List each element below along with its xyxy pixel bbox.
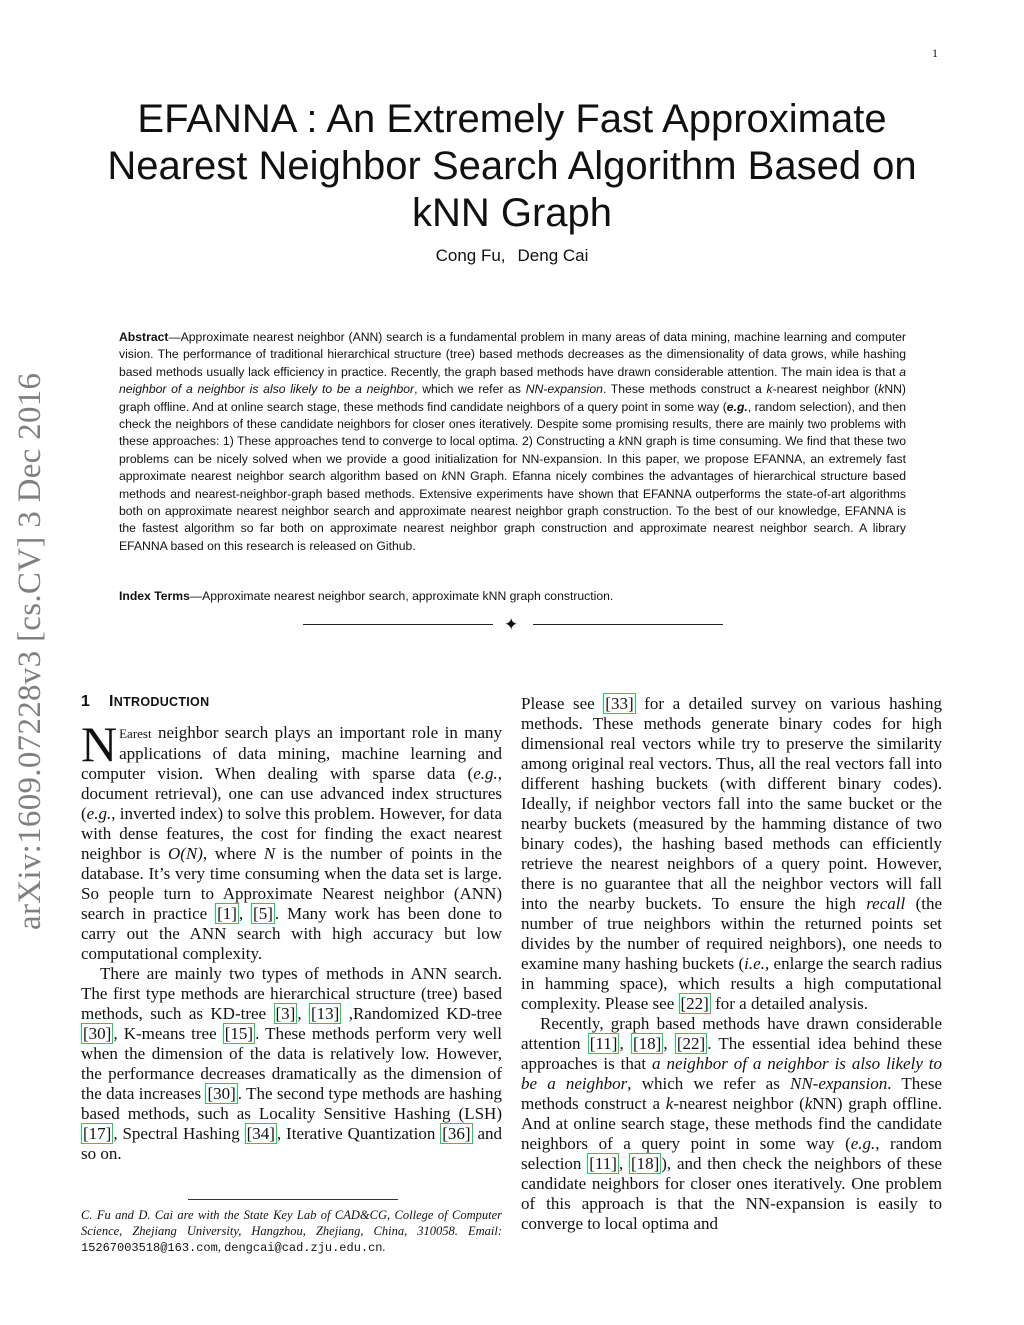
section-divider xyxy=(303,615,723,635)
citation-link[interactable]: [30] xyxy=(207,1084,236,1103)
paragraph-text: , document retrieval), one can use advanced index structures ( xyxy=(81,764,502,823)
citation-link[interactable]: [17] xyxy=(83,1124,112,1143)
page-number: 1 xyxy=(932,46,938,60)
paper-title: EFANNA : An Extremely Fast Approximate Nearest Neighbor Search Algorithm Based on kNN Graph xyxy=(107,97,917,235)
citation-link[interactable]: [33] xyxy=(605,694,634,713)
drop-cap: N xyxy=(81,716,118,772)
section-number: 1 xyxy=(81,693,91,710)
paragraph-text: ), and then check the neighbors of these candidate neighbors for closer ones iteratively. One problem of this approach is that the NN-expansion is easily to converge to local optima and xyxy=(521,1154,942,1233)
author-list xyxy=(80,246,944,266)
index-terms-dash: — xyxy=(189,589,203,603)
paragraph-text: , Spectral Hashing xyxy=(113,1124,245,1143)
paragraph xyxy=(521,1014,942,1234)
paragraph-text: , enlarge the search radius in hamming space), which results a high computational complexity. Please see xyxy=(521,954,942,1013)
email-link[interactable]: 15267003518@163.com xyxy=(81,1241,218,1255)
paragraph-text: , K-means tree xyxy=(113,1024,223,1043)
paragraph-text: , Iterative Quantization xyxy=(276,1124,441,1143)
author-name: Deng Cai xyxy=(517,246,589,265)
abstract-text: NN) graph offline. And at online search stage, these methods find candidate neighbors of a query point in some way ( xyxy=(119,382,906,414)
citation-link[interactable]: [34] xyxy=(246,1124,275,1143)
paragraph-text: , xyxy=(297,1004,309,1023)
paragraph-text: -nearest neighbor ( xyxy=(673,1094,805,1113)
footnote-text: C. Fu and D. Cai are with the State Key Lab of CAD&CG, College of Computer Science, Zhejiang University, Hangzhou, Zhejiang, China, 310058. Email: xyxy=(81,1208,502,1238)
paragraph-text: . These methods perform very well when the dimension of the data is relatively low. However, the performance decreases dramatically as the dimension of the data increases xyxy=(81,1024,502,1103)
paragraph-text: . The essential idea behind these approaches is that xyxy=(521,1034,943,1073)
paragraph-text: . The second type methods are hashing based methods, such as Locality Sensitive Hashing (LSH) xyxy=(81,1084,502,1123)
emphasis: e.g. xyxy=(86,804,112,823)
math-k: k xyxy=(618,434,625,449)
emphasis: i.e. xyxy=(744,954,765,973)
math-k: k xyxy=(804,1094,813,1113)
math: N xyxy=(263,844,276,863)
abstract-text: NN Graph. Efanna nicely combines the advantages of hierarchical structure based methods and nearest-neighbor-graph based methods. Extensive experiments have shown that EFANNA outperforms the state-of-art algorithms both on approximate nearest neighbor search and approximate nearest neighbor graph construction. To the best of our knowledge, EFANNA is the fastest algorithm so far both on approximate nearest neighbor graph construction and approximate nearest neighbor search. A library EFANNA based on this research is released on Github. xyxy=(119,469,907,553)
abstract-emphasis: a neighbor of a neighbor is also likely to be a neighbor xyxy=(119,364,906,397)
index-terms-text: Approximate nearest neighbor search, approximate kNN graph construction. xyxy=(202,589,614,603)
abstract-text: -nearest neighbor ( xyxy=(772,382,879,397)
section-heading xyxy=(81,692,502,712)
paragraph-text: for a detailed analysis. xyxy=(710,994,869,1013)
footnote-rule xyxy=(188,1199,398,1200)
paragraph-text: . Many work has been done to carry out the ANN search with high accuracy but low computational complexity. xyxy=(81,904,502,963)
math-k: k xyxy=(441,469,448,484)
abstract-text: . These methods construct a xyxy=(602,382,767,397)
abstract-text: Approximate nearest neighbor (ANN) search is a fundamental problem in many areas of data mining, machine learning and computer vision. The performance of traditional hierarchical structure (tree) based methods decreases as the dimensionality of data grows, while hashing based methods usually lack efficiency in practice. Recently, the graph based methods have drawn considerable attention. The main idea is that xyxy=(119,330,906,379)
paragraph-text: , inverted index) to solve this problem. However, for data with dense features, the cost for finding the exact nearest neighbor is xyxy=(81,804,502,863)
paragraph-text: neighbor search plays an important role in many applications of data mining, machine learning and computer vision. When dealing with sparse data ( xyxy=(81,723,502,783)
paragraph-text: There are mainly two types of methods in ANN search. The first type methods are hierarchical structure (tree) based methods, such as KD-tree xyxy=(81,964,502,1023)
citation-link[interactable]: [22] xyxy=(676,1034,706,1053)
paragraph-text: (the number of true neighbors within the returned points set divides by the number of required neighbors), one needs to examine many hashing buckets ( xyxy=(521,894,942,973)
paragraph-text: , xyxy=(663,1034,675,1053)
paragraph-text: for a detailed survey on various hashing methods. These methods generate binary codes for high dimensional real vectors while try to preserve the similarity among original real vectors. Thus, all the real vectors fall into different hashing buckets (with different binary codes). Ideally, if neighbor vectors fall into the same bucket or the nearby buckets (measured by the hamming distance of two binary codes), the hashing based methods can efficiently retrieve the nearest neighbors of a query point. However, there is no guarantee that all the neighbor vectors will fall into the nearby buckets. To ensure the high xyxy=(521,694,942,913)
abstract-emphasis: NN-expansion xyxy=(525,382,603,397)
citation-link[interactable]: [13] xyxy=(310,1004,340,1023)
footnote-text: , xyxy=(217,1240,225,1254)
paragraph xyxy=(81,716,502,964)
paragraph-text: , xyxy=(619,1034,631,1053)
paragraph-text: , xyxy=(618,1154,629,1173)
emphasis: NN-expansion xyxy=(790,1074,888,1093)
paragraph-text: Recently, graph based methods have drawn considerable attention xyxy=(521,1014,942,1053)
footnote xyxy=(81,1207,502,1256)
paragraph-text: NN) graph offline. And at online search stage, these methods find the candidate neighbors of a query point in some way ( xyxy=(521,1094,942,1153)
citation-link[interactable]: [3] xyxy=(275,1004,296,1023)
citation-link[interactable]: [1] xyxy=(217,904,237,923)
email-link[interactable]: dengcai@cad.zju.edu.cn xyxy=(224,1241,383,1255)
divider-line xyxy=(303,624,493,625)
emphasis: e.g. xyxy=(473,764,498,783)
paragraph-text: is the number of points in the database. It’s very time consuming when the data set is large. So people turn to Approximate Nearest neighbor (ANN) search in practice xyxy=(81,844,502,923)
citation-link[interactable]: [11] xyxy=(589,1034,618,1053)
paragraph-text: , which we refer as xyxy=(627,1074,790,1093)
citation-link[interactable]: [15] xyxy=(224,1024,254,1043)
paragraph xyxy=(521,694,942,1014)
abstract-text: , which we refer as xyxy=(414,382,526,397)
abstract-dash: — xyxy=(168,330,181,344)
paragraph-text: , xyxy=(238,904,252,923)
paragraph-text: , where xyxy=(202,844,264,863)
citation-link[interactable]: [36] xyxy=(442,1124,471,1143)
divider-diamond-icon: ✦ xyxy=(504,615,519,635)
paragraph-text: Please see xyxy=(521,694,604,713)
abstract-label: Abstract xyxy=(119,330,169,344)
right-column xyxy=(521,694,942,1234)
paragraph-text: and so on. xyxy=(81,1124,503,1163)
section-title-initial: I xyxy=(109,693,114,710)
abstract-eg: e.g. xyxy=(726,399,748,414)
abstract xyxy=(119,329,906,555)
emphasis: recall xyxy=(866,894,906,913)
math: O(N) xyxy=(167,844,203,863)
citation-link[interactable]: [18] xyxy=(630,1154,660,1173)
paragraph-text: . These methods construct a xyxy=(521,1074,942,1113)
small-caps-word: Earest xyxy=(119,726,152,741)
citation-link[interactable]: [11] xyxy=(589,1154,617,1173)
math-k: k xyxy=(766,382,773,397)
citation-link[interactable]: [18] xyxy=(633,1034,662,1053)
divider-line xyxy=(533,624,723,625)
section-title-rest: NTRODUCTION xyxy=(113,695,210,709)
paragraph-text: ,Randomized KD-tree xyxy=(341,1004,502,1023)
citation-link[interactable]: [30] xyxy=(83,1024,112,1043)
math-k: k xyxy=(665,1094,674,1113)
abstract-text: NN graph is time consuming. We find that these two problems can be nicely solved when we provide a good initialization for NN-expansion. In this paper, we propose EFANNA, an extremely fast approximate nearest neighbor search algorithm based on xyxy=(119,434,906,484)
abstract-text: , random selection), and then check the neighbors of these candidate neighbors for closer ones iteratively. Despite some promising results, there are mainly two problems with these approaches: 1) These approaches tend to converge to local optima. 2) Constructing a xyxy=(119,399,906,449)
math-k: k xyxy=(878,382,885,397)
paragraph-text: , random selection xyxy=(521,1134,942,1173)
index-terms-label: Index Terms xyxy=(119,589,190,603)
arxiv-stamp: arXiv:1609.07228v3 [cs.CV] 3 Dec 2016 xyxy=(12,372,48,930)
index-terms xyxy=(119,589,906,603)
emphasis: a neighbor of a neighbor is also likely to be a neighbor xyxy=(521,1054,943,1093)
author-name: Cong Fu, xyxy=(435,246,506,265)
footnote-text: . xyxy=(382,1240,386,1254)
citation-link[interactable]: [5] xyxy=(253,904,273,923)
citation-link[interactable]: [22] xyxy=(680,994,709,1013)
paragraph xyxy=(81,964,502,1164)
left-column xyxy=(81,692,502,1164)
emphasis: e.g. xyxy=(850,1134,876,1153)
